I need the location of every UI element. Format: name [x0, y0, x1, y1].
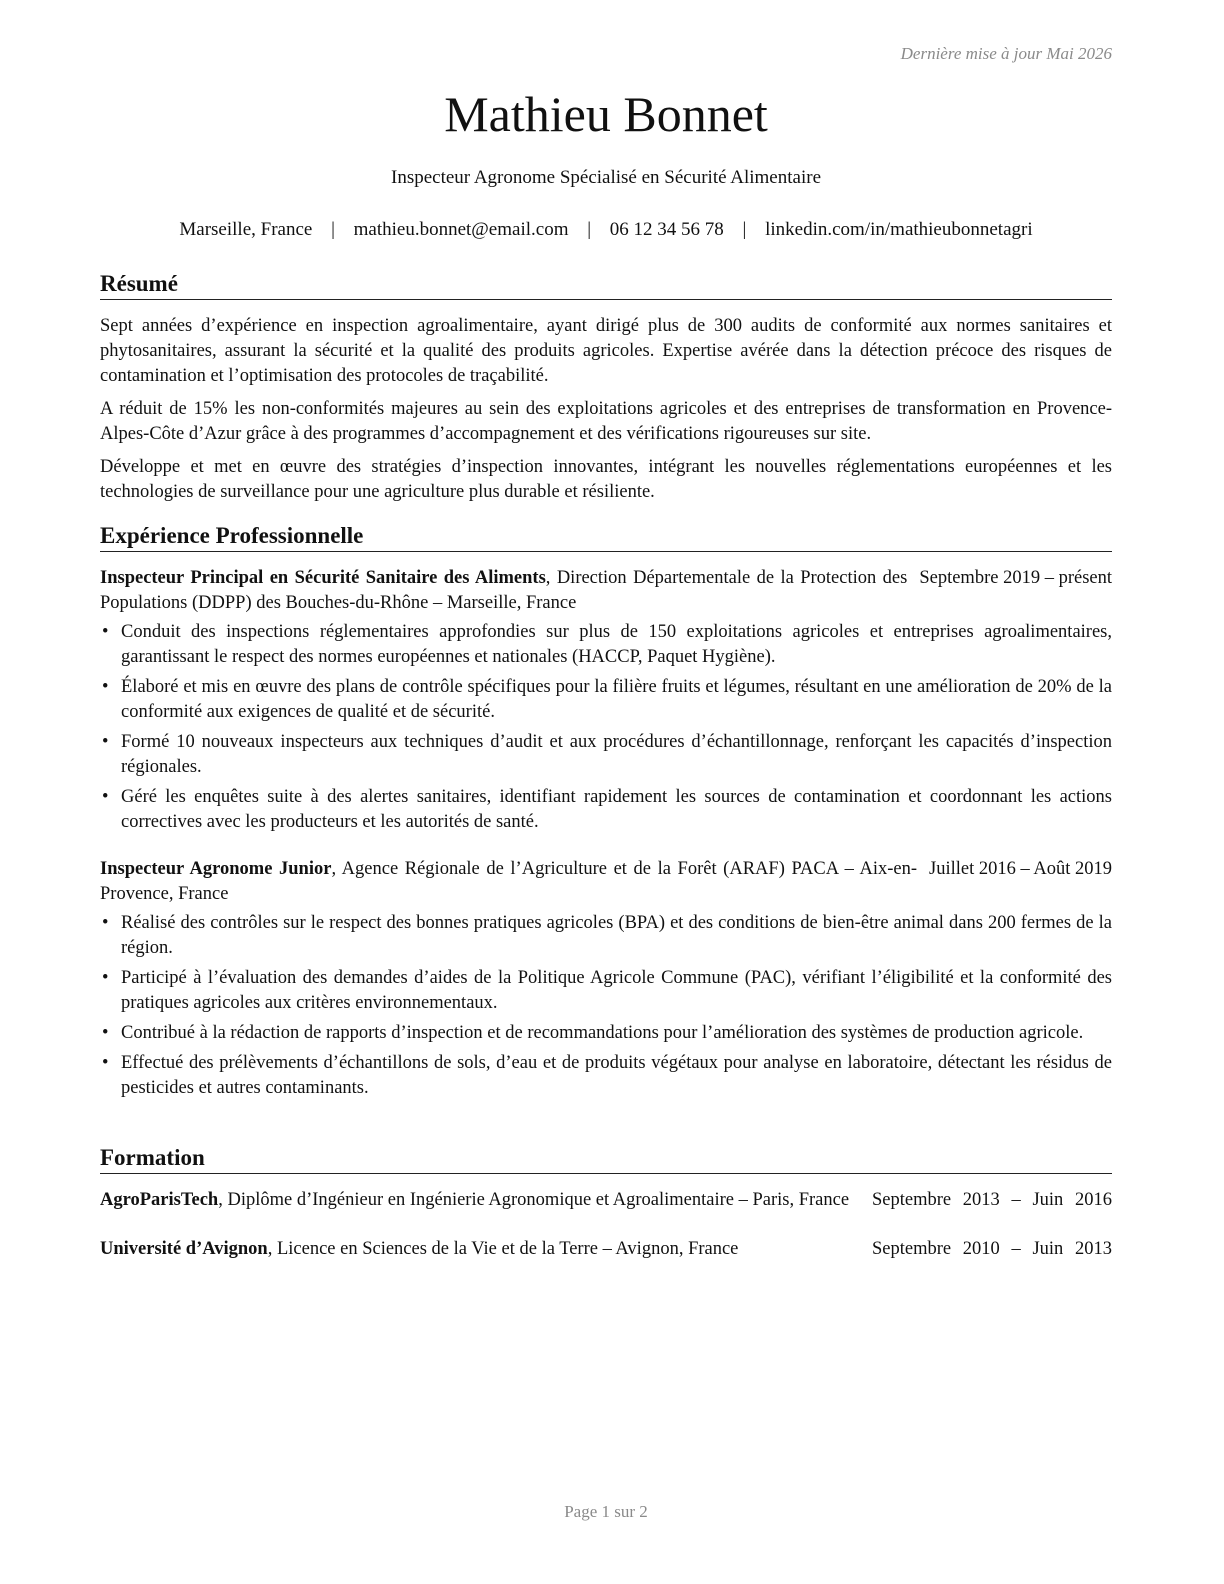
headline: Inspecteur Agronome Spécialisé en Sécurité Alimentaire [391, 167, 821, 188]
bullet-icon: • [102, 622, 109, 642]
summary-title: Résumé [100, 270, 1112, 300]
list-item: • Effectué des prélèvements d’échantillons de sols, d’eau et de produits végétaux pour analyse en laboratoire, détectant les résidus de pesticides et autres contaminants. [102, 1053, 1112, 1098]
contact-separator: | [331, 219, 335, 240]
contact-linkedin[interactable]: linkedin.com/in/mathieubonnetagri [765, 219, 1033, 240]
last-updated: Dernière mise à jour Mai 2026 [900, 44, 1112, 63]
list-item: • Conduit des inspections réglementaires approfondies sur plus de 150 exploitations agricoles et entreprises agroalimentaires, garantissant le respect des normes européennes et nationales (HACCP, Paquet Hygiène). [102, 622, 1112, 667]
summary-paragraph: Développe et met en œuvre des stratégies d’inspection innovantes, intégrant les nouvelles réglementations européennes et les technologies de surveillance pour une agriculture plus durable et résiliente. [100, 457, 1112, 502]
job-organization: , Direction Départementale de la Protection des Populations (DDPP) des Bouches-du-Rhône – Marseille, France [100, 568, 908, 613]
contact-location: Marseille, France [179, 219, 313, 240]
summary-paragraph: Sept années d’expérience en inspection agroalimentaire, ayant dirigé plus de 300 audits de conformité aux normes sanitaires et phytosanitaires, assurant la sécurité et la qualité des produits agricoles. Expertise avérée dans la détection précoce des risques de contamination et l’optimisation des protocoles de traçabilité. [100, 316, 1112, 386]
list-item: • Réalisé des contrôles sur le respect des bonnes pratiques agricoles (BPA) et des conditions de bien-être animal dans 200 fermes de la région. [102, 913, 1112, 958]
job-role: Inspecteur Principal en Sécurité Sanitaire des Aliments [100, 568, 546, 588]
summary-paragraph: A réduit de 15% les non-conformités majeures au sein des exploitations agricoles et des entreprises de transformation en Provence-Alpes-Côte d’Azur grâce à des programmes d’accompagnement et des vérifications rigoureuses sur site. [100, 399, 1112, 444]
bullet-icon: • [102, 732, 109, 752]
job-role: Inspecteur Agronome Junior [100, 859, 332, 879]
bullet-icon: • [102, 968, 109, 988]
contact-line [100, 219, 1112, 241]
job-dates: Septembre 2019 – présent [919, 568, 1112, 588]
list-item: • Contribué à la rédaction de rapports d’inspection et de recommandations pour l’amélioration des systèmes de production agricole. [100, 1021, 1112, 1046]
school-name: Université d’Avignon [100, 1239, 268, 1259]
summary-section [100, 270, 1112, 513]
list-item: • Géré les enquêtes suite à des alertes sanitaires, identifiant rapidement les sources de contamination et coordonnant les actions correctives avec les producteurs et les autorités de santé. [102, 787, 1112, 832]
education-title: Formation [100, 1144, 1112, 1174]
experience-title: Expérience Professionnelle [100, 522, 1112, 552]
bullet-icon: • [102, 1053, 109, 1073]
page-number: Page 1 sur 2 [564, 1502, 648, 1521]
resume-page [100, 0, 1112, 1584]
job-bullets [100, 911, 1112, 1101]
contact-phone[interactable]: 06 12 34 56 78 [609, 219, 724, 240]
list-item: • Formé 10 nouveaux inspecteurs aux techniques d’audit et aux procédures d’échantillonnage, renforçant les capacités d’inspection régionales. [102, 732, 1112, 777]
bullet-icon: • [102, 787, 109, 807]
school-name: AgroParisTech [100, 1190, 219, 1210]
job-bullets [100, 620, 1112, 835]
degree-detail: , Diplôme d’Ingénieur en Ingénierie Agronomique et Agroalimentaire – Paris, France [218, 1190, 850, 1210]
education-entry [100, 1188, 1112, 1213]
experience-section [100, 522, 1112, 1106]
job-entry [100, 857, 1112, 1101]
list-item: • Participé à l’évaluation des demandes d’aides de la Politique Agricole Commune (PAC), vérifiant l’éligibilité et la conformité des pratiques agricoles aux critères environnementaux. [102, 968, 1112, 1013]
bullet-icon: • [102, 913, 109, 933]
contact-email[interactable]: mathieu.bonnet@email.com [353, 219, 569, 240]
job-entry [100, 566, 1112, 835]
education-dates: Septembre 2010 – Juin 2013 [872, 1239, 1112, 1259]
person-name: Mathieu Bonnet [444, 86, 768, 142]
education-entry [100, 1237, 1112, 1262]
list-item: • Élaboré et mis en œuvre des plans de contrôle spécifiques pour la filière fruits et légumes, résultant en une amélioration de 20% de la conformité aux exigences de qualité et de sécurité. [102, 677, 1112, 722]
job-organization: , Agence Régionale de l’Agriculture et de la Forêt (ARAF) PACA – Aix-en-Provence, France [100, 859, 918, 904]
bullet-icon: • [102, 1023, 109, 1043]
education-dates: Septembre 2013 – Juin 2016 [872, 1190, 1112, 1210]
job-dates: Juillet 2016 – Août 2019 [929, 859, 1112, 879]
contact-separator: | [587, 219, 592, 240]
education-section [100, 1144, 1112, 1262]
degree-detail: , Licence en Sciences de la Vie et de la Terre – Avignon, France [267, 1239, 739, 1259]
bullet-icon: • [102, 677, 109, 697]
contact-separator: | [742, 219, 747, 240]
